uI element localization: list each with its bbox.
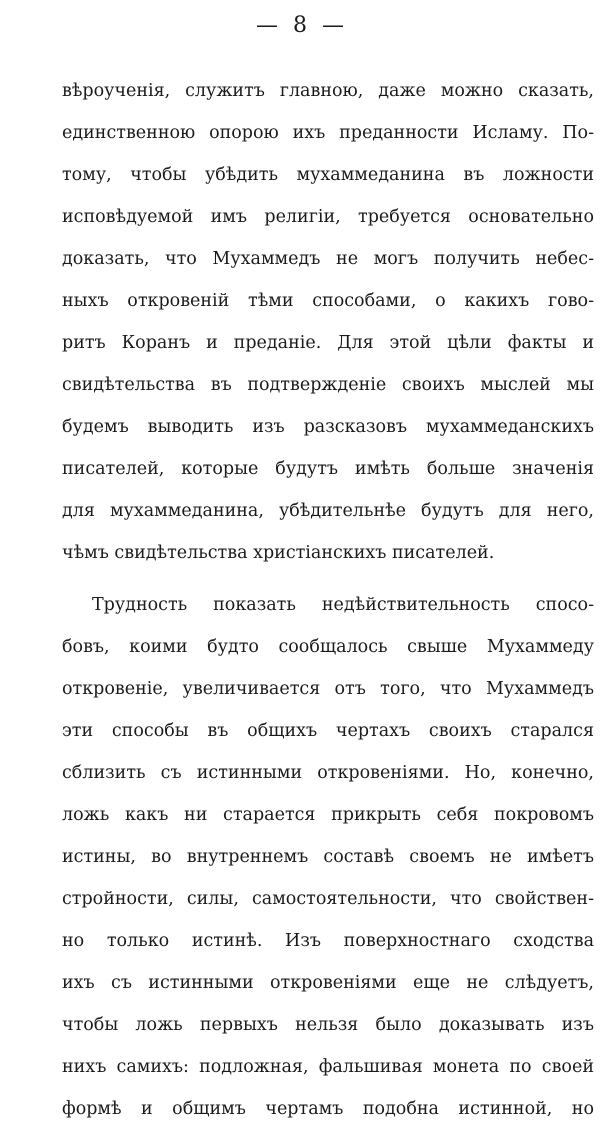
text-line: писателей, которые будутъ имѣть больше значенія bbox=[62, 459, 594, 479]
text-line: эти способы въ общихъ чертахъ своихъ старался bbox=[62, 721, 594, 741]
text-line: вѣроученія, служитъ главною, даже можно сказать, bbox=[62, 81, 594, 101]
text-line: истины, во внутреннемъ составѣ своемъ не имѣетъ bbox=[62, 847, 594, 867]
text-line: формѣ и общимъ чертамъ подобна истинной, но bbox=[62, 1099, 594, 1119]
body-text bbox=[62, 70, 594, 1130]
page-number-header: — 8 — bbox=[256, 13, 348, 38]
text-line: сблизить съ истинными откровеніями. Но, конечно, bbox=[62, 763, 594, 783]
text-line: но только истинѣ. Изъ поверхностнаго сходства bbox=[62, 931, 594, 951]
text-line: ныхъ откровеній тѣми способами, о какихъ гово- bbox=[62, 291, 594, 311]
text-line: Трудность показать недѣйствительность спосо- bbox=[92, 595, 594, 615]
text-line: бовъ, коими будто сообщалось свыше Мухаммеду bbox=[62, 637, 594, 657]
text-line: будемъ выводить изъ разсказовъ мухаммеданскихъ bbox=[62, 417, 594, 437]
text-line: откровеніе, увеличивается отъ того, что Мухаммедъ bbox=[62, 679, 594, 699]
text-line: доказать, что Мухаммедъ не могъ получить небес- bbox=[62, 249, 594, 269]
text-line: ложь какъ ни старается прикрыть себя покровомъ bbox=[62, 805, 594, 825]
text-line: единственною опорою ихъ преданности Исламу. По- bbox=[62, 123, 594, 143]
text-line: чѣмъ свидѣтельства христіанскихъ писателей. bbox=[62, 543, 495, 563]
paragraph-gap bbox=[62, 574, 594, 584]
text-line: ритъ Коранъ и преданіе. Для этой цѣли факты и bbox=[62, 333, 594, 353]
text-line: ихъ съ истинными откровеніями еще не слѣдуетъ, bbox=[62, 973, 594, 993]
text-line: чтобы ложь первыхъ нельзя было доказывать изъ bbox=[62, 1015, 594, 1035]
text-line: для мухаммеданина, убѣдительнѣе будутъ для него, bbox=[62, 501, 594, 521]
text-line: свидѣтельства въ подтвержденіе своихъ мыслей мы bbox=[62, 375, 594, 395]
text-line: нихъ самихъ: подложная, фальшивая монета по своей bbox=[62, 1057, 594, 1077]
paragraph bbox=[62, 70, 594, 574]
text-line: стройности, силы, самостоятельности, что свойствен- bbox=[62, 889, 594, 909]
paragraph bbox=[62, 584, 594, 1130]
text-line: тому, чтобы убѣдить мухаммеданина въ ложности bbox=[62, 165, 594, 185]
text-line: исповѣдуемой имъ религіи, требуется основательно bbox=[62, 207, 594, 227]
